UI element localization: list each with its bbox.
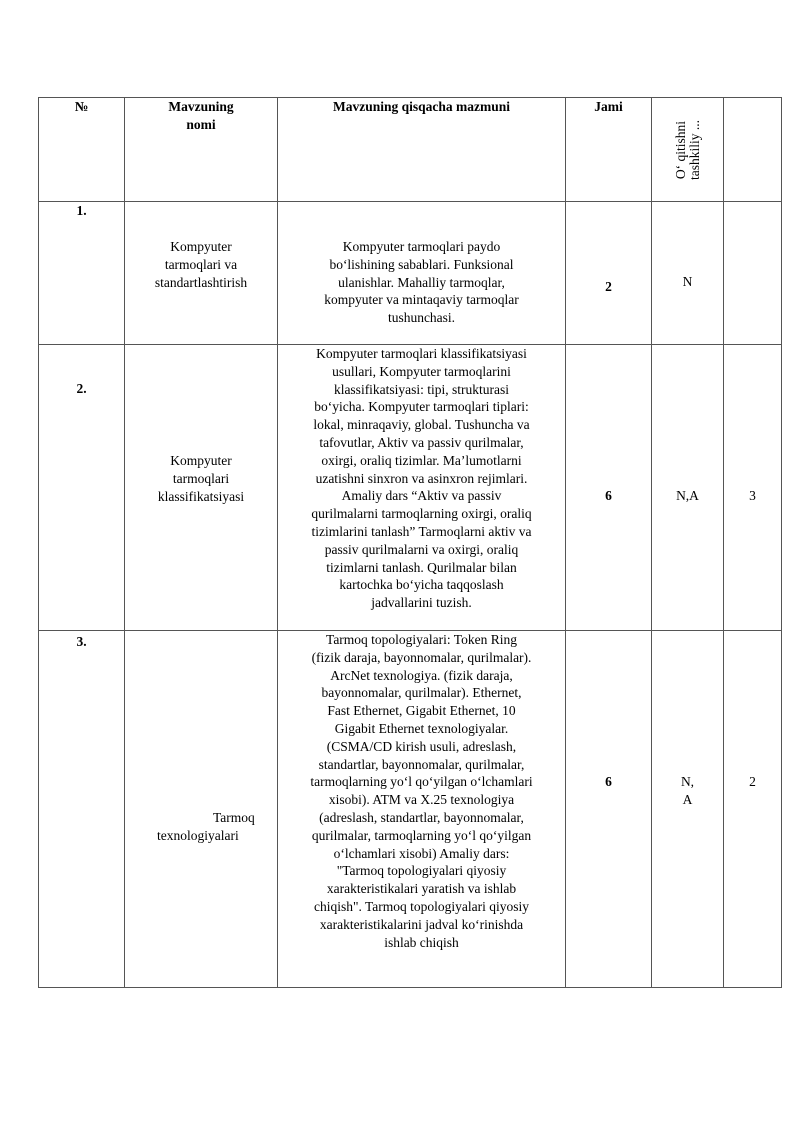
row-number-cell	[39, 345, 125, 631]
form-value-line2: A	[682, 791, 693, 807]
form-value: N	[682, 274, 693, 289]
topic-summary-cell	[278, 202, 566, 345]
header-topic-name-label: Mavzuning nomi	[168, 99, 234, 132]
table-row	[39, 631, 782, 988]
header-topic-summary: Mavzuning qisqacha mazmuni	[278, 98, 566, 202]
form-cell	[652, 345, 724, 631]
form-value	[652, 631, 723, 809]
header-extra	[724, 98, 782, 202]
total-cell	[566, 631, 652, 988]
header-teaching-form-wrap	[652, 98, 723, 201]
row-number: 3.	[76, 634, 87, 649]
total-value: 6	[605, 488, 612, 503]
topic-name	[125, 631, 277, 845]
topic-name-line2: texnologiyalari	[157, 827, 239, 843]
extra-cell	[724, 631, 782, 988]
form-value-line1: N,	[680, 774, 695, 789]
topic-summary-cell	[278, 631, 566, 988]
total-value: 2	[605, 279, 612, 294]
topic-name-cell	[125, 202, 278, 345]
topic-name-line1: Tarmoq	[213, 810, 255, 825]
header-topic-name	[125, 98, 278, 202]
row-number: 2.	[76, 381, 87, 396]
topic-name: Kompyuter tarmoqlari va standartlashtirish	[154, 239, 248, 290]
header-teaching-form-label: O‘ qitishni tashkiliy ...	[672, 119, 702, 180]
topic-summary: Tarmoq topologiyalari: Token Ring (fizik daraja, bayonnomalar, qurilmalar). ArcNet texnologiya. (fizik daraja, bayonnomalar, qurilmalar). Ethernet, Fast Ethernet, Gigabit Ethernet, 10 Gigabit Ethernet texnologiyalar. (CSMA/CD kirish usuli, adreslash, standartlar, bayonnomalar, qurilmalar, tarmoqlarning yo‘l qo‘yilgan o‘lchamlari xisobi). ATM va X.25 texnologiya (adreslash, standartlar, bayonnomalar, qurilmalar, tarmoqlarning yo‘l qo‘yilgan o‘lchamlari xisobi) Amaliy dars: "Tarmoq topologiyalari qiyosiy xarakteristikalari yaratish va ishlab chiqish". Tarmoq topologiyalari qiyosiy xarakteristikalarini jadval ko‘rinishda ishlab chiqish	[310, 632, 533, 950]
form-cell	[652, 631, 724, 988]
extra-value: 2	[749, 774, 756, 789]
header-total: Jami	[566, 98, 652, 202]
topic-name-cell	[125, 345, 278, 631]
topic-summary: Kompyuter tarmoqlari klassifikatsiyasi usullari, Kompyuter tarmoqlarini klassifikatsiyasi: tipi, strukturasi bo‘yicha. Kompyuter tarmoqlari tiplari: lokal, minraqaviy, global. Tushuncha va tafovutlar, Aktiv va passiv qurilmalar, oxirgi, oraliq tizimlar. Ma’lumotlarni uzatishni sinxron va asinxron rejimlari. Amaliy dars “Aktiv va passiv qurilmalarni tarmoqlarning oxirgi, oraliq tizimlarini tanlash” Tarmoqlarni aktiv va passiv qurilmalarni va oxirgi, oraliq tizimlarni tanlash. Qurilmalar bilan kartochka bo‘yicha taqqoslash jadvallarini tuzish.	[311, 346, 532, 611]
extra-cell	[724, 202, 782, 345]
topic-name-cell	[125, 631, 278, 988]
topic-summary-cell	[278, 345, 566, 631]
extra-cell	[724, 345, 782, 631]
row-number-cell	[39, 631, 125, 988]
form-cell	[652, 202, 724, 345]
syllabus-table	[38, 97, 782, 988]
total-cell	[566, 202, 652, 345]
row-number: 1.	[76, 203, 87, 218]
extra-value: 3	[749, 488, 756, 503]
table-row	[39, 202, 782, 345]
total-value: 6	[605, 774, 612, 789]
header-number: №	[39, 98, 125, 202]
topic-summary: Kompyuter tarmoqlari paydo bo‘lishining sabablari. Funksional ulanishlar. Mahalliy tarmoqlar, kompyuter va mintaqaviy tarmoqlar tushunchasi.	[324, 239, 519, 326]
form-value: N,A	[676, 488, 699, 503]
header-teaching-form	[652, 98, 724, 202]
total-cell	[566, 345, 652, 631]
table-row	[39, 345, 782, 631]
row-number-cell	[39, 202, 125, 345]
topic-name: Kompyuter tarmoqlari klassifikatsiyasi	[157, 453, 245, 504]
table-header-row	[39, 98, 782, 202]
